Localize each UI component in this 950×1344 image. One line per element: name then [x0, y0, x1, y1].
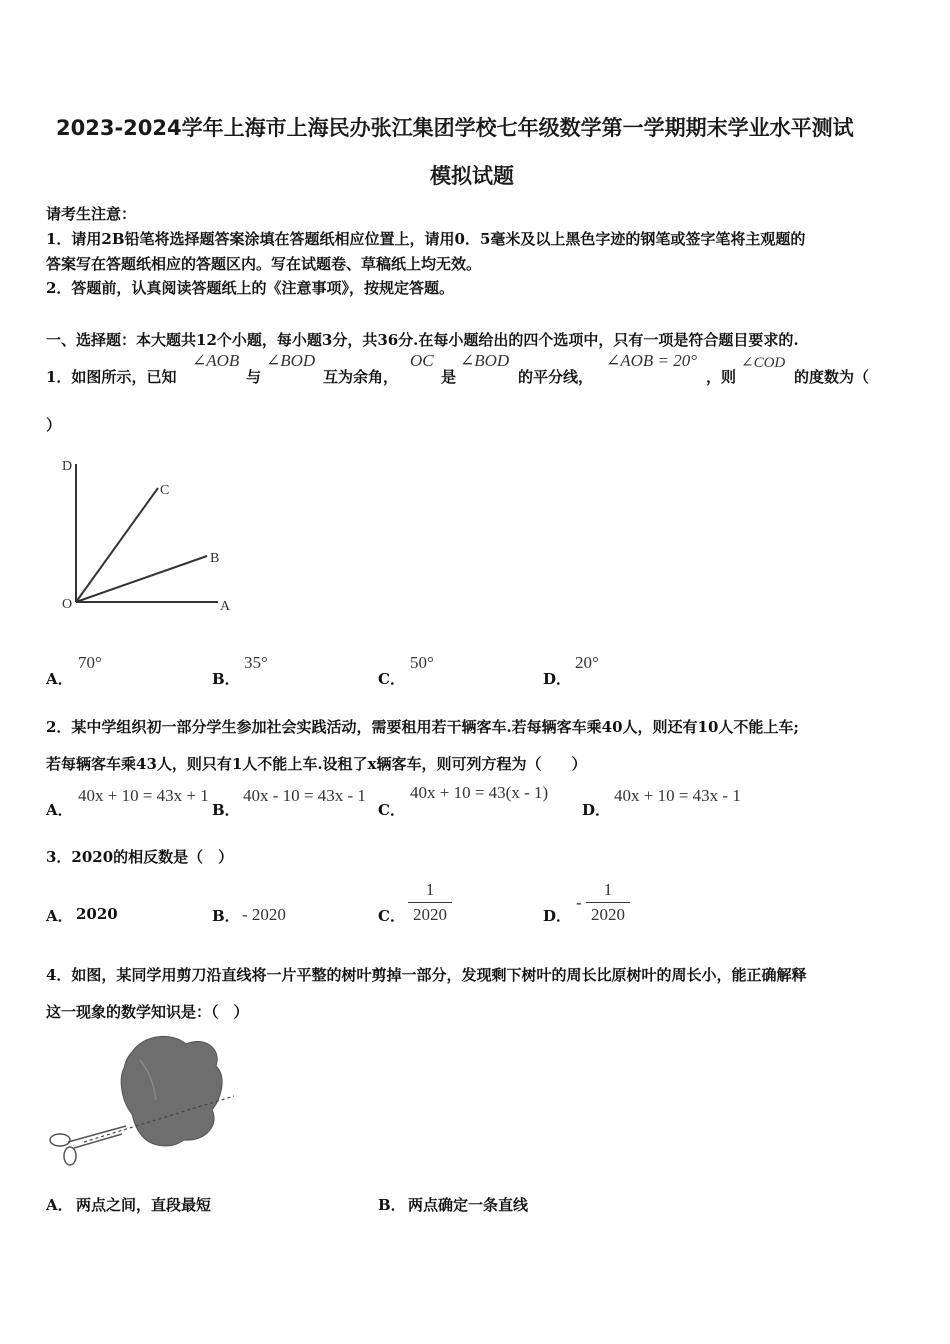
q1-option-d-value[interactable]: 20°: [575, 653, 599, 672]
q3-option-c-letter[interactable]: C．: [378, 907, 405, 925]
q1-text-5: 的平分线，: [518, 368, 594, 386]
q4-option-a-letter[interactable]: A．: [46, 1196, 73, 1214]
q2-option-d-letter[interactable]: D．: [582, 801, 611, 819]
q1-text-3: 互为余角，: [323, 368, 399, 386]
q1-close-paren: ）: [46, 416, 62, 434]
q3-option-a-value[interactable]: 2020: [76, 905, 118, 923]
q1-option-a-value[interactable]: 70°: [78, 653, 102, 672]
notice-line-3: 2．答题前，认真阅读答题纸上的《注意事项》，按规定答题。: [46, 279, 454, 297]
q1-text-2: 与: [246, 368, 262, 386]
page-title: 2023-2024学年上海市上海民办张江集团学校七年级数学第一学期期末学业水平测试: [56, 116, 854, 140]
q1-option-c-value[interactable]: 50°: [410, 653, 434, 672]
label-a: A: [220, 599, 231, 614]
ray-ob: [76, 556, 207, 602]
q3-option-d-sign: -: [576, 893, 582, 912]
q3-option-c-fraction[interactable]: [408, 880, 452, 925]
q1-text-4: 是: [441, 368, 457, 386]
q1-text-7: 的度数为（: [794, 368, 870, 386]
q2-option-c-letter[interactable]: C．: [378, 801, 405, 819]
q1-oc: OC: [410, 351, 434, 370]
scissors-handle-bottom: [64, 1147, 76, 1165]
q3-option-a-letter[interactable]: A．: [46, 907, 73, 925]
q2-line-1: 2．某中学组织初一部分学生参加社会实践活动，需要租用若干辆客车.若每辆客车乘40人，则还有10人不能上车;: [46, 718, 799, 736]
label-c: C: [160, 483, 170, 498]
notice-line-2: 答案写在答题纸相应的答题区内。写在试题卷、草稿纸上均无效。: [46, 255, 482, 273]
q1-angle-figure: [50, 450, 250, 620]
q1-option-d-letter[interactable]: D．: [543, 670, 572, 688]
q1-option-b-value[interactable]: 35°: [244, 653, 268, 672]
q3-option-c-numerator: 1: [425, 880, 435, 899]
label-d: D: [62, 459, 73, 474]
q2-option-b-value[interactable]: 40x - 10 = 43x - 1: [243, 786, 366, 805]
q1-option-c-letter[interactable]: C．: [378, 670, 405, 688]
q2-option-c-value[interactable]: 40x + 10 = 43(x - 1): [410, 783, 549, 802]
q1-angle-aob: ∠AOB: [192, 351, 240, 370]
q2-line-2: 若每辆客车乘43人，则只有1人不能上车.设租了x辆客车，则可列方程为（ ）: [46, 755, 587, 773]
q4-option-b-value[interactable]: 两点确定一条直线: [408, 1196, 529, 1214]
q3-stem: 3．2020的相反数是（ ）: [46, 848, 234, 866]
q2-option-a-value[interactable]: 40x + 10 = 43x + 1: [78, 786, 209, 805]
q1-angle-bod: ∠BOD: [266, 351, 316, 370]
notice-heading: 请考生注意：: [46, 205, 137, 223]
leaf-shape: [121, 1036, 222, 1145]
q1-angle-cod: ∠COD: [741, 355, 786, 371]
q4-leaf-scissors-figure: [44, 1030, 244, 1175]
page-subtitle: 模拟试题: [430, 164, 514, 188]
q2-option-a-letter[interactable]: A．: [46, 801, 73, 819]
q4-line-1: 4．如图，某同学用剪刀沿直线将一片平整的树叶剪掉一部分，发现剩下树叶的周长比原树叶的周长小，能正确解释: [46, 966, 807, 984]
q1-option-a-letter[interactable]: A．: [46, 670, 73, 688]
q3-option-b-value[interactable]: - 2020: [242, 905, 286, 924]
scissors-handle-top: [50, 1134, 70, 1146]
section-heading: 一、选择题：本大题共12个小题，每小题3分，共36分.在每小题给出的四个选项中，只有一项是符合题目要求的.: [46, 331, 799, 349]
q3-option-d-numerator: 1: [603, 880, 613, 899]
q1-text-1: 1．如图所示，已知: [46, 368, 177, 386]
label-o: O: [62, 597, 73, 612]
q1-text-6: ，则: [706, 368, 737, 386]
scissors-blade-top: [68, 1126, 126, 1142]
q2-option-b-letter[interactable]: B．: [212, 801, 240, 819]
q1-option-b-letter[interactable]: B．: [212, 670, 240, 688]
q3-option-c-denominator: 2020: [413, 905, 447, 924]
q1-angle-bod-2: ∠BOD: [460, 351, 510, 370]
q4-line-2: 这一现象的数学知识是：（ ）: [46, 1003, 249, 1021]
q4-option-a-value[interactable]: 两点之间，直段最短: [76, 1196, 212, 1214]
q4-option-b-letter[interactable]: B．: [378, 1196, 406, 1214]
notice-line-1: 1．请用2B铅笔将选择题答案涂填在答题纸相应位置上，请用0．5毫米及以上黑色字迹的钢笔或签字笔将主观题的: [46, 230, 806, 248]
q3-option-b-letter[interactable]: B．: [212, 907, 240, 925]
q3-option-d-letter[interactable]: D．: [543, 907, 572, 925]
q3-option-d-denominator: 2020: [591, 905, 625, 924]
label-b: B: [210, 551, 220, 566]
q1-angle-aob-value: ∠AOB = 20°: [606, 351, 698, 370]
q3-option-d-fraction[interactable]: [586, 880, 630, 925]
q2-option-d-value[interactable]: 40x + 10 = 43x - 1: [614, 786, 741, 805]
scissors-blade-bottom: [74, 1134, 122, 1148]
ray-oc: [76, 488, 158, 602]
